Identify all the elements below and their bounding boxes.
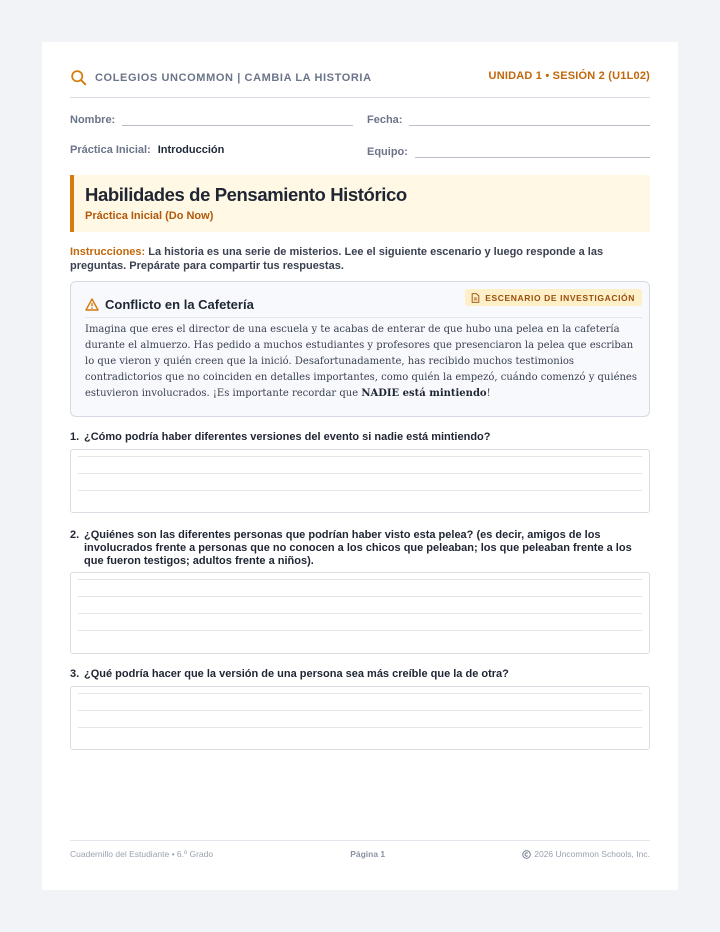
- instructions: [70, 245, 650, 273]
- worksheet-page: [42, 42, 678, 890]
- answer-line: [78, 456, 642, 457]
- instructions-lead: Instrucciones:: [70, 246, 146, 258]
- team-input-line[interactable]: [415, 144, 650, 158]
- practice-field: [70, 144, 353, 156]
- answer-line: [78, 473, 642, 474]
- date-field: [367, 112, 650, 126]
- warning-icon: [85, 298, 99, 311]
- scenario-title: [85, 297, 254, 312]
- scenario-emphasis: NADIE está mintiendo: [361, 388, 487, 399]
- answer-box-1[interactable]: [70, 449, 650, 513]
- answer-line: [78, 490, 642, 491]
- question-text: ¿Quiénes son las diferentes personas que podrían haber visto esta pelea? (es decir, amigos de los involucrados frente a personas que no conocen a los chicos que peleaban; los que peleaban frente a los que fueron testigos; adultos frente a niños).: [84, 529, 632, 567]
- scenario-text-end: !: [486, 388, 491, 399]
- answer-line: [78, 613, 642, 614]
- practice-label: Práctica Inicial:: [70, 144, 151, 156]
- answer-box-2[interactable]: [70, 572, 650, 654]
- footer-booklet: Cuadernillo del Estudiante • 6.º Grado: [70, 849, 214, 859]
- search-icon: [70, 69, 87, 86]
- question-text: ¿Cómo podría haber diferentes versiones del evento si nadie está mintiendo?: [84, 431, 491, 443]
- answer-line: [78, 727, 642, 728]
- practice-value: Introducción: [157, 144, 225, 156]
- scenario-text-part: Imagina que eres el director de una escuela y te acabas de enterar de que hubo una pelea en la cafetería durante el almuerzo. Has pedido a muchos estudiantes y profesores que presenciaron la pelea que escriban lo que vieron y quién creen que la inició. Desafortunadamente, has recibido muchos testimonios contradictorios que no coinciden en detalles importantes, como quién la empezó, cuándo comenzó y quiénes estuvieron involucrados. ¡Es importante recordar que: [85, 324, 637, 399]
- practice-team-row: [70, 144, 650, 164]
- scenario-badge: [465, 289, 642, 306]
- date-input-line[interactable]: [409, 112, 650, 126]
- scenario-divider: [85, 317, 642, 318]
- name-label: Nombre:: [70, 114, 116, 126]
- copyright-icon: [522, 850, 531, 859]
- question-number: 1.: [70, 431, 80, 443]
- answer-line: [78, 630, 642, 631]
- scenario-text: [85, 322, 639, 402]
- question-2: [70, 529, 650, 568]
- unit-session-label: UNIDAD 1 • SESIÓN 2 (U1L02): [488, 70, 650, 82]
- question-text: ¿Qué podría hacer que la versión de una persona sea más creíble que la de otra?: [84, 668, 509, 680]
- copyright-text: 2026 Uncommon Schools, Inc.: [534, 849, 650, 859]
- scenario-title-text: Conflicto en la Cafetería: [105, 297, 254, 312]
- question-3: [70, 668, 650, 681]
- team-label: Equipo:: [367, 146, 408, 158]
- page-number: Página 1: [350, 849, 386, 859]
- answer-line: [78, 710, 642, 711]
- page-footer: [70, 840, 650, 859]
- name-input-line[interactable]: [122, 112, 353, 126]
- date-label: Fecha:: [367, 114, 403, 126]
- question-number: 3.: [70, 668, 80, 680]
- answer-line: [78, 693, 642, 694]
- page-title: Habilidades de Pensamiento Histórico: [85, 184, 407, 205]
- answer-line: [78, 579, 642, 580]
- question-number: 2.: [70, 529, 80, 541]
- page-subtitle: Práctica Inicial (Do Now): [85, 210, 214, 222]
- lesson-title-box: [70, 175, 650, 232]
- brand-title: COLEGIOS UNCOMMON | CAMBIA LA HISTORIA: [95, 72, 372, 84]
- scenario-card: [70, 281, 650, 417]
- team-field: [367, 144, 650, 158]
- document-icon: [471, 293, 480, 303]
- answer-line: [78, 596, 642, 597]
- page-header: [70, 70, 650, 98]
- name-field: [70, 112, 353, 126]
- instructions-text: La historia es una serie de misterios. Lee el siguiente escenario y luego responde a las preguntas. Prepárate para compartir tus respuestas.: [70, 246, 604, 272]
- answer-box-3[interactable]: [70, 686, 650, 750]
- scenario-badge-label: ESCENARIO DE INVESTIGACIÓN: [485, 292, 635, 303]
- brand: [70, 70, 372, 86]
- name-date-row: [70, 112, 650, 132]
- footer-copyright: [522, 849, 650, 859]
- question-1: [70, 431, 650, 444]
